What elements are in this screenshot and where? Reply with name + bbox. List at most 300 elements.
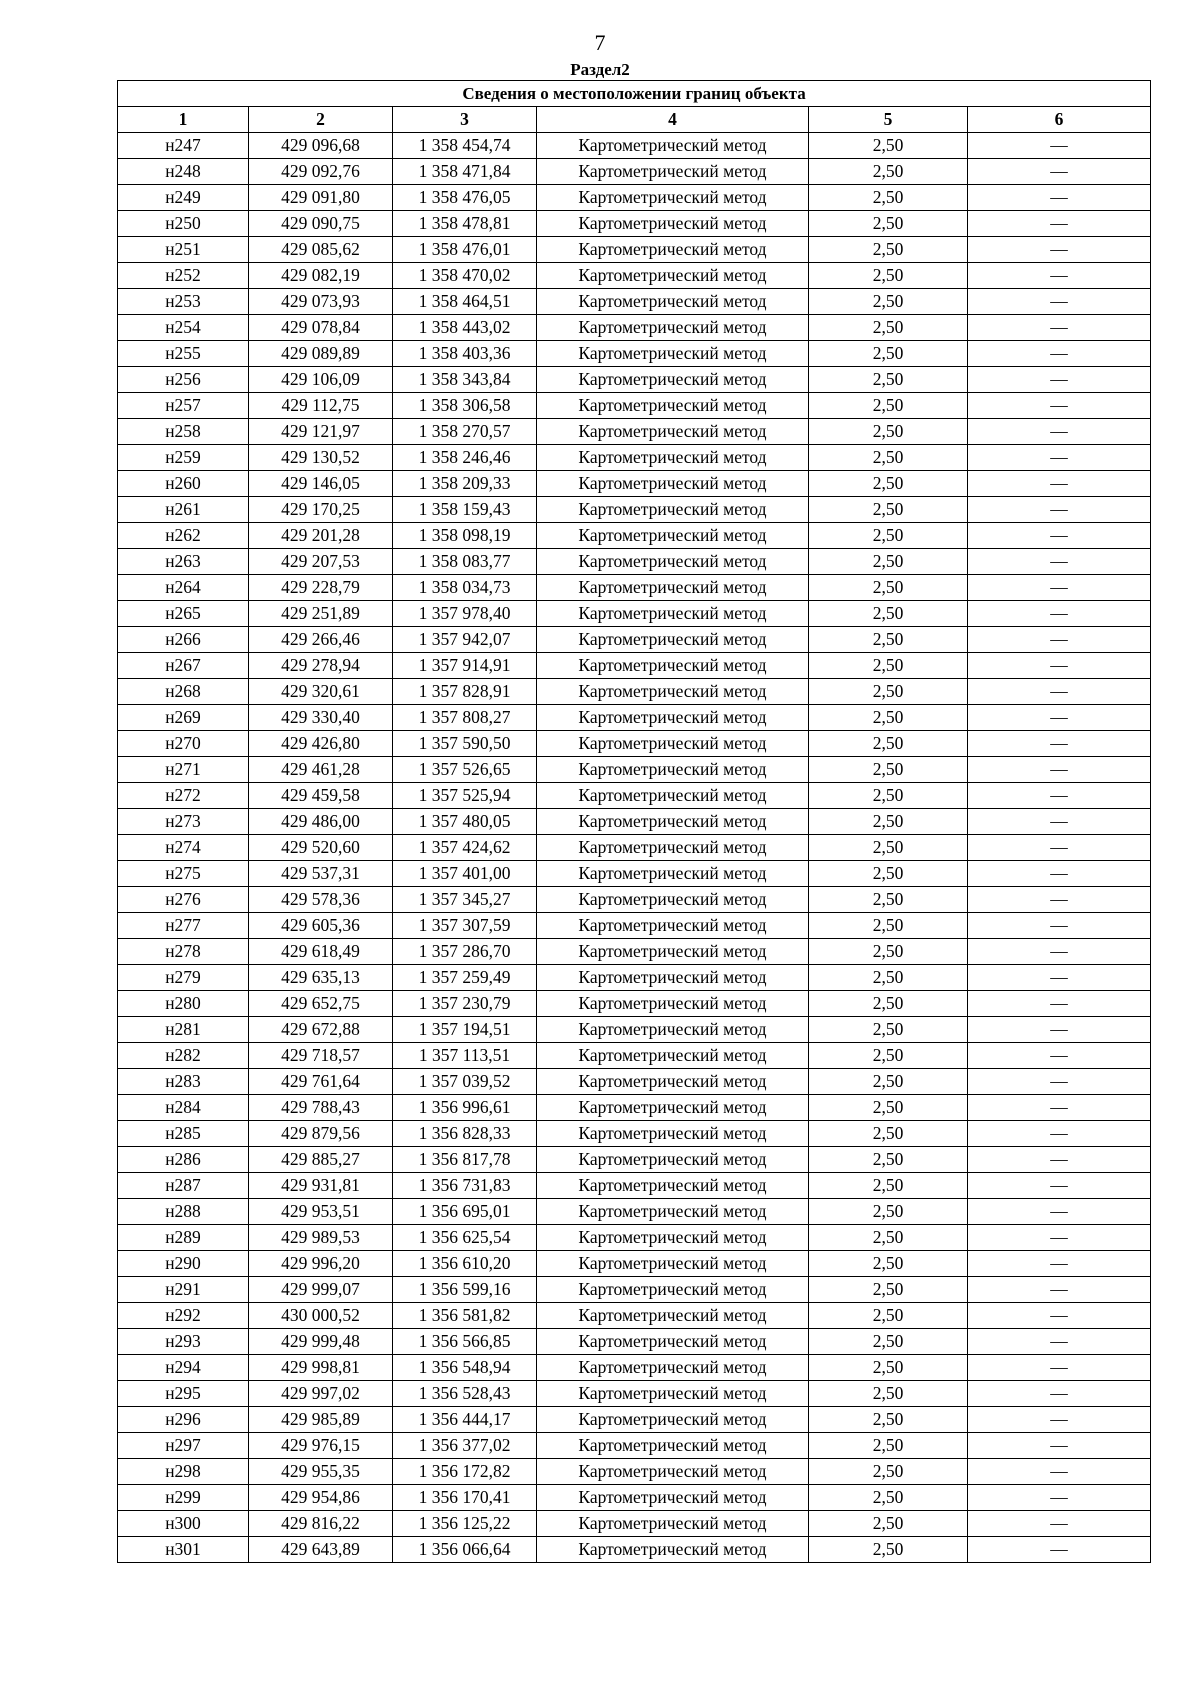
note-cell: —: [968, 783, 1151, 809]
table-row: [118, 913, 1151, 939]
accuracy-cell: 2,50: [809, 965, 968, 991]
table-row: [118, 1251, 1151, 1277]
method-cell: Картометрический метод: [537, 887, 809, 913]
table-row: [118, 1381, 1151, 1407]
x-coordinate-cell: 429 082,19: [249, 263, 393, 289]
point-id-cell: н280: [118, 991, 249, 1017]
x-coordinate-cell: 429 605,36: [249, 913, 393, 939]
y-coordinate-cell: 1 358 464,51: [393, 289, 537, 315]
x-coordinate-cell: 429 201,28: [249, 523, 393, 549]
table-row: [118, 263, 1151, 289]
method-cell: Картометрический метод: [537, 783, 809, 809]
method-cell: Картометрический метод: [537, 393, 809, 419]
x-coordinate-cell: 429 761,64: [249, 1069, 393, 1095]
y-coordinate-cell: 1 357 808,27: [393, 705, 537, 731]
accuracy-cell: 2,50: [809, 185, 968, 211]
note-cell: —: [968, 367, 1151, 393]
table-row: [118, 887, 1151, 913]
y-coordinate-cell: 1 357 307,59: [393, 913, 537, 939]
accuracy-cell: 2,50: [809, 1537, 968, 1563]
accuracy-cell: 2,50: [809, 523, 968, 549]
note-cell: —: [968, 1017, 1151, 1043]
y-coordinate-cell: 1 357 526,65: [393, 757, 537, 783]
table-row: [118, 211, 1151, 237]
accuracy-cell: 2,50: [809, 549, 968, 575]
note-cell: —: [968, 1251, 1151, 1277]
x-coordinate-cell: 429 266,46: [249, 627, 393, 653]
table-row: [118, 1017, 1151, 1043]
y-coordinate-cell: 1 358 270,57: [393, 419, 537, 445]
x-coordinate-cell: 429 537,31: [249, 861, 393, 887]
point-id-cell: н253: [118, 289, 249, 315]
method-cell: Картометрический метод: [537, 1225, 809, 1251]
table-body: [118, 133, 1151, 1563]
y-coordinate-cell: 1 356 731,83: [393, 1173, 537, 1199]
note-cell: —: [968, 393, 1151, 419]
note-cell: —: [968, 913, 1151, 939]
method-cell: Картометрический метод: [537, 1043, 809, 1069]
point-id-cell: н265: [118, 601, 249, 627]
method-cell: Картометрический метод: [537, 185, 809, 211]
note-cell: —: [968, 705, 1151, 731]
accuracy-cell: 2,50: [809, 1147, 968, 1173]
x-coordinate-cell: 429 998,81: [249, 1355, 393, 1381]
note-cell: —: [968, 1459, 1151, 1485]
x-coordinate-cell: 429 520,60: [249, 835, 393, 861]
note-cell: —: [968, 575, 1151, 601]
point-id-cell: н296: [118, 1407, 249, 1433]
x-coordinate-cell: 429 652,75: [249, 991, 393, 1017]
y-coordinate-cell: 1 358 470,02: [393, 263, 537, 289]
point-id-cell: н270: [118, 731, 249, 757]
y-coordinate-cell: 1 357 259,49: [393, 965, 537, 991]
table-row: [118, 1511, 1151, 1537]
table-row: [118, 809, 1151, 835]
point-id-cell: н285: [118, 1121, 249, 1147]
table-row: [118, 549, 1151, 575]
note-cell: —: [968, 1121, 1151, 1147]
x-coordinate-cell: 429 672,88: [249, 1017, 393, 1043]
accuracy-cell: 2,50: [809, 679, 968, 705]
point-id-cell: н269: [118, 705, 249, 731]
method-cell: Картометрический метод: [537, 445, 809, 471]
point-id-cell: н277: [118, 913, 249, 939]
y-coordinate-cell: 1 357 525,94: [393, 783, 537, 809]
accuracy-cell: 2,50: [809, 705, 968, 731]
table-row: [118, 783, 1151, 809]
column-number: 2: [249, 107, 393, 133]
accuracy-cell: 2,50: [809, 341, 968, 367]
accuracy-cell: 2,50: [809, 133, 968, 159]
accuracy-cell: 2,50: [809, 731, 968, 757]
table-row: [118, 1095, 1151, 1121]
accuracy-cell: 2,50: [809, 289, 968, 315]
point-id-cell: н262: [118, 523, 249, 549]
x-coordinate-cell: 429 459,58: [249, 783, 393, 809]
x-coordinate-cell: 429 090,75: [249, 211, 393, 237]
note-cell: —: [968, 627, 1151, 653]
table-row: [118, 1459, 1151, 1485]
table-row: [118, 835, 1151, 861]
point-id-cell: н247: [118, 133, 249, 159]
note-cell: —: [968, 1173, 1151, 1199]
accuracy-cell: 2,50: [809, 861, 968, 887]
y-coordinate-cell: 1 358 471,84: [393, 159, 537, 185]
x-coordinate-cell: 429 426,80: [249, 731, 393, 757]
table-row: [118, 1303, 1151, 1329]
note-cell: —: [968, 1277, 1151, 1303]
accuracy-cell: 2,50: [809, 263, 968, 289]
x-coordinate-cell: 429 985,89: [249, 1407, 393, 1433]
y-coordinate-cell: 1 356 377,02: [393, 1433, 537, 1459]
table-row: [118, 1147, 1151, 1173]
y-coordinate-cell: 1 357 942,07: [393, 627, 537, 653]
table-row: [118, 1199, 1151, 1225]
method-cell: Картометрический метод: [537, 575, 809, 601]
accuracy-cell: 2,50: [809, 1485, 968, 1511]
note-cell: —: [968, 1069, 1151, 1095]
table-row: [118, 1537, 1151, 1563]
note-cell: —: [968, 939, 1151, 965]
note-cell: —: [968, 549, 1151, 575]
note-cell: —: [968, 419, 1151, 445]
point-id-cell: н263: [118, 549, 249, 575]
note-cell: —: [968, 861, 1151, 887]
accuracy-cell: 2,50: [809, 1043, 968, 1069]
y-coordinate-cell: 1 356 599,16: [393, 1277, 537, 1303]
table-row: [118, 185, 1151, 211]
x-coordinate-cell: 429 106,09: [249, 367, 393, 393]
column-number: 6: [968, 107, 1151, 133]
accuracy-cell: 2,50: [809, 783, 968, 809]
method-cell: Картометрический метод: [537, 419, 809, 445]
point-id-cell: н294: [118, 1355, 249, 1381]
x-coordinate-cell: 429 251,89: [249, 601, 393, 627]
x-coordinate-cell: 429 931,81: [249, 1173, 393, 1199]
table-row: [118, 965, 1151, 991]
note-cell: —: [968, 263, 1151, 289]
accuracy-cell: 2,50: [809, 1121, 968, 1147]
y-coordinate-cell: 1 358 209,33: [393, 471, 537, 497]
point-id-cell: н273: [118, 809, 249, 835]
y-coordinate-cell: 1 357 194,51: [393, 1017, 537, 1043]
accuracy-cell: 2,50: [809, 1303, 968, 1329]
table-row: [118, 1433, 1151, 1459]
x-coordinate-cell: 429 954,86: [249, 1485, 393, 1511]
y-coordinate-cell: 1 356 581,82: [393, 1303, 537, 1329]
point-id-cell: н281: [118, 1017, 249, 1043]
accuracy-cell: 2,50: [809, 835, 968, 861]
y-coordinate-cell: 1 356 528,43: [393, 1381, 537, 1407]
y-coordinate-cell: 1 357 230,79: [393, 991, 537, 1017]
note-cell: —: [968, 1433, 1151, 1459]
method-cell: Картометрический метод: [537, 1173, 809, 1199]
table-row: [118, 939, 1151, 965]
method-cell: Картометрический метод: [537, 1251, 809, 1277]
accuracy-cell: 2,50: [809, 1199, 968, 1225]
accuracy-cell: 2,50: [809, 627, 968, 653]
point-id-cell: н289: [118, 1225, 249, 1251]
method-cell: Картометрический метод: [537, 1355, 809, 1381]
accuracy-cell: 2,50: [809, 1277, 968, 1303]
accuracy-cell: 2,50: [809, 601, 968, 627]
y-coordinate-cell: 1 356 444,17: [393, 1407, 537, 1433]
method-cell: Картометрический метод: [537, 1433, 809, 1459]
method-cell: Картометрический метод: [537, 367, 809, 393]
y-coordinate-cell: 1 356 172,82: [393, 1459, 537, 1485]
point-id-cell: н259: [118, 445, 249, 471]
point-id-cell: н275: [118, 861, 249, 887]
method-cell: Картометрический метод: [537, 211, 809, 237]
y-coordinate-cell: 1 356 817,78: [393, 1147, 537, 1173]
table-row: [118, 705, 1151, 731]
table-row: [118, 289, 1151, 315]
y-coordinate-cell: 1 357 424,62: [393, 835, 537, 861]
point-id-cell: н279: [118, 965, 249, 991]
point-id-cell: н278: [118, 939, 249, 965]
accuracy-cell: 2,50: [809, 237, 968, 263]
point-id-cell: н254: [118, 315, 249, 341]
table-row: [118, 237, 1151, 263]
table-row: [118, 991, 1151, 1017]
method-cell: Картометрический метод: [537, 861, 809, 887]
x-coordinate-cell: 429 618,49: [249, 939, 393, 965]
point-id-cell: н255: [118, 341, 249, 367]
point-id-cell: н295: [118, 1381, 249, 1407]
point-id-cell: н252: [118, 263, 249, 289]
x-coordinate-cell: 429 278,94: [249, 653, 393, 679]
note-cell: —: [968, 315, 1151, 341]
x-coordinate-cell: 429 788,43: [249, 1095, 393, 1121]
accuracy-cell: 2,50: [809, 809, 968, 835]
y-coordinate-cell: 1 357 828,91: [393, 679, 537, 705]
y-coordinate-cell: 1 356 066,64: [393, 1537, 537, 1563]
y-coordinate-cell: 1 358 159,43: [393, 497, 537, 523]
note-cell: —: [968, 185, 1151, 211]
section-title: Раздел2: [570, 60, 630, 79]
y-coordinate-cell: 1 358 454,74: [393, 133, 537, 159]
note-cell: —: [968, 523, 1151, 549]
accuracy-cell: 2,50: [809, 445, 968, 471]
point-id-cell: н298: [118, 1459, 249, 1485]
note-cell: —: [968, 809, 1151, 835]
point-id-cell: н274: [118, 835, 249, 861]
y-coordinate-cell: 1 358 478,81: [393, 211, 537, 237]
accuracy-cell: 2,50: [809, 419, 968, 445]
table-row: [118, 861, 1151, 887]
method-cell: Картометрический метод: [537, 1407, 809, 1433]
accuracy-cell: 2,50: [809, 367, 968, 393]
table-row: [118, 1043, 1151, 1069]
note-cell: —: [968, 1303, 1151, 1329]
point-id-cell: н288: [118, 1199, 249, 1225]
method-cell: Картометрический метод: [537, 809, 809, 835]
accuracy-cell: 2,50: [809, 1095, 968, 1121]
note-cell: —: [968, 159, 1151, 185]
x-coordinate-cell: 429 955,35: [249, 1459, 393, 1485]
y-coordinate-cell: 1 358 034,73: [393, 575, 537, 601]
accuracy-cell: 2,50: [809, 1329, 968, 1355]
accuracy-cell: 2,50: [809, 575, 968, 601]
table-caption: Сведения о местоположении границ объекта: [118, 81, 1151, 107]
method-cell: Картометрический метод: [537, 757, 809, 783]
note-cell: —: [968, 757, 1151, 783]
table-row: [118, 315, 1151, 341]
note-cell: —: [968, 341, 1151, 367]
x-coordinate-cell: 429 635,13: [249, 965, 393, 991]
table-row: [118, 731, 1151, 757]
method-cell: Картометрический метод: [537, 1485, 809, 1511]
accuracy-cell: 2,50: [809, 1251, 968, 1277]
table-row: [118, 393, 1151, 419]
note-cell: —: [968, 835, 1151, 861]
accuracy-cell: 2,50: [809, 211, 968, 237]
y-coordinate-cell: 1 356 828,33: [393, 1121, 537, 1147]
accuracy-cell: 2,50: [809, 887, 968, 913]
accuracy-cell: 2,50: [809, 1017, 968, 1043]
y-coordinate-cell: 1 357 286,70: [393, 939, 537, 965]
accuracy-cell: 2,50: [809, 159, 968, 185]
x-coordinate-cell: 429 121,97: [249, 419, 393, 445]
page-number: 7: [594, 30, 606, 55]
table-row: [118, 471, 1151, 497]
table-row: [118, 1277, 1151, 1303]
method-cell: Картометрический метод: [537, 341, 809, 367]
x-coordinate-cell: 429 486,00: [249, 809, 393, 835]
accuracy-cell: 2,50: [809, 1355, 968, 1381]
note-cell: —: [968, 1381, 1151, 1407]
x-coordinate-cell: 429 073,93: [249, 289, 393, 315]
method-cell: Картометрический метод: [537, 1303, 809, 1329]
table-row: [118, 679, 1151, 705]
note-cell: —: [968, 133, 1151, 159]
y-coordinate-cell: 1 358 476,01: [393, 237, 537, 263]
x-coordinate-cell: 429 085,62: [249, 237, 393, 263]
method-cell: Картометрический метод: [537, 991, 809, 1017]
column-number: 1: [118, 107, 249, 133]
point-id-cell: н286: [118, 1147, 249, 1173]
y-coordinate-cell: 1 358 403,36: [393, 341, 537, 367]
accuracy-cell: 2,50: [809, 1511, 968, 1537]
accuracy-cell: 2,50: [809, 939, 968, 965]
table-row: [118, 1121, 1151, 1147]
accuracy-cell: 2,50: [809, 315, 968, 341]
table-row: [118, 1173, 1151, 1199]
note-cell: —: [968, 237, 1151, 263]
note-cell: —: [968, 991, 1151, 1017]
method-cell: Картометрический метод: [537, 497, 809, 523]
x-coordinate-cell: 429 643,89: [249, 1537, 393, 1563]
note-cell: —: [968, 1199, 1151, 1225]
method-cell: Картометрический метод: [537, 1147, 809, 1173]
y-coordinate-cell: 1 356 566,85: [393, 1329, 537, 1355]
point-id-cell: н266: [118, 627, 249, 653]
method-cell: Картометрический метод: [537, 1381, 809, 1407]
accuracy-cell: 2,50: [809, 1173, 968, 1199]
note-cell: —: [968, 731, 1151, 757]
table-row: [118, 497, 1151, 523]
table-row: [118, 1069, 1151, 1095]
y-coordinate-cell: 1 356 170,41: [393, 1485, 537, 1511]
accuracy-cell: 2,50: [809, 393, 968, 419]
method-cell: Картометрический метод: [537, 237, 809, 263]
point-id-cell: н301: [118, 1537, 249, 1563]
y-coordinate-cell: 1 358 083,77: [393, 549, 537, 575]
x-coordinate-cell: 429 718,57: [249, 1043, 393, 1069]
accuracy-cell: 2,50: [809, 653, 968, 679]
point-id-cell: н267: [118, 653, 249, 679]
table-row: [118, 627, 1151, 653]
method-cell: Картометрический метод: [537, 549, 809, 575]
method-cell: Картометрический метод: [537, 835, 809, 861]
note-cell: —: [968, 497, 1151, 523]
x-coordinate-cell: 429 461,28: [249, 757, 393, 783]
point-id-cell: н299: [118, 1485, 249, 1511]
x-coordinate-cell: 429 320,61: [249, 679, 393, 705]
x-coordinate-cell: 429 089,89: [249, 341, 393, 367]
table-row: [118, 757, 1151, 783]
point-id-cell: н251: [118, 237, 249, 263]
x-coordinate-cell: 429 112,75: [249, 393, 393, 419]
x-coordinate-cell: 430 000,52: [249, 1303, 393, 1329]
x-coordinate-cell: 429 885,27: [249, 1147, 393, 1173]
table-row: [118, 367, 1151, 393]
method-cell: Картометрический метод: [537, 1537, 809, 1563]
x-coordinate-cell: 429 330,40: [249, 705, 393, 731]
table-row: [118, 133, 1151, 159]
table-row: [118, 523, 1151, 549]
boundary-coordinates-table: [117, 80, 1151, 1563]
table-row: [118, 419, 1151, 445]
method-cell: Картометрический метод: [537, 471, 809, 497]
point-id-cell: н268: [118, 679, 249, 705]
table-caption-row: [118, 81, 1151, 107]
note-cell: —: [968, 653, 1151, 679]
point-id-cell: н248: [118, 159, 249, 185]
point-id-cell: н264: [118, 575, 249, 601]
note-cell: —: [968, 1095, 1151, 1121]
note-cell: —: [968, 887, 1151, 913]
point-id-cell: н291: [118, 1277, 249, 1303]
y-coordinate-cell: 1 358 343,84: [393, 367, 537, 393]
table-row: [118, 653, 1151, 679]
x-coordinate-cell: 429 092,76: [249, 159, 393, 185]
point-id-cell: н282: [118, 1043, 249, 1069]
point-id-cell: н276: [118, 887, 249, 913]
table-row: [118, 575, 1151, 601]
point-id-cell: н271: [118, 757, 249, 783]
method-cell: Картометрический метод: [537, 653, 809, 679]
y-coordinate-cell: 1 358 246,46: [393, 445, 537, 471]
point-id-cell: н283: [118, 1069, 249, 1095]
x-coordinate-cell: 429 953,51: [249, 1199, 393, 1225]
accuracy-cell: 2,50: [809, 913, 968, 939]
point-id-cell: н256: [118, 367, 249, 393]
method-cell: Картометрический метод: [537, 1459, 809, 1485]
accuracy-cell: 2,50: [809, 471, 968, 497]
note-cell: —: [968, 1485, 1151, 1511]
y-coordinate-cell: 1 358 476,05: [393, 185, 537, 211]
y-coordinate-cell: 1 356 610,20: [393, 1251, 537, 1277]
accuracy-cell: 2,50: [809, 1225, 968, 1251]
note-cell: —: [968, 1355, 1151, 1381]
method-cell: Картометрический метод: [537, 1511, 809, 1537]
method-cell: Картометрический метод: [537, 159, 809, 185]
x-coordinate-cell: 429 816,22: [249, 1511, 393, 1537]
x-coordinate-cell: 429 989,53: [249, 1225, 393, 1251]
accuracy-cell: 2,50: [809, 1069, 968, 1095]
y-coordinate-cell: 1 358 306,58: [393, 393, 537, 419]
